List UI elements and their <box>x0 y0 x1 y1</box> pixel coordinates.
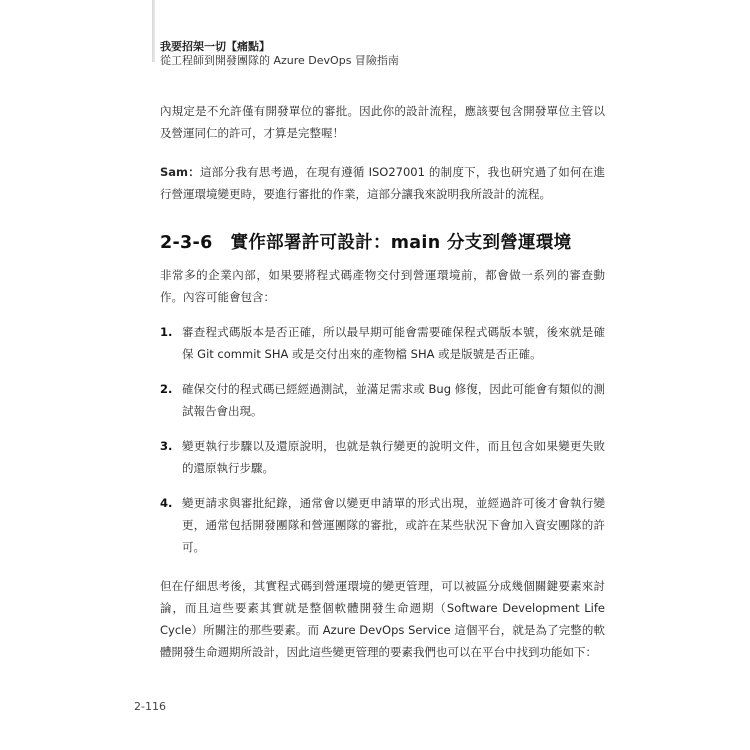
section-title: 實作部署許可設計：main 分支到營運環境 <box>230 233 572 253</box>
review-list <box>160 321 605 558</box>
book-title: 我要招架一切【痛點】 <box>160 40 270 53</box>
list-number: 1. <box>160 325 173 339</box>
page-number: 2-116 <box>134 700 166 713</box>
list-item <box>160 492 605 558</box>
speaker-label: Sam： <box>160 165 201 179</box>
paragraph-2 <box>160 161 605 205</box>
list-text: 確保交付的程式碼已經經過測試，並滿足需求或 Bug 修復，因此可能會有類似的測試報告會出現。 <box>182 382 605 418</box>
list-number: 3. <box>160 439 173 453</box>
page-spine-divider <box>152 0 155 62</box>
list-number: 2. <box>160 382 173 396</box>
running-header <box>160 40 600 68</box>
list-item <box>160 435 605 479</box>
list-number: 4. <box>160 496 173 510</box>
list-text: 變更請求與審批紀錄，通常會以變更申請單的形式出現，並經過許可後才會執行變更，通常包括開發團隊和營運團隊的審批，或許在某些狀況下會加入資安團隊的許可。 <box>182 496 605 554</box>
page-body <box>160 100 605 680</box>
intro-paragraph: 非常多的企業內部，如果要將程式碼產物交付到營運環境前，都會做一系列的審查動作。內容可能會包含： <box>160 268 605 304</box>
book-subtitle: 從工程師到開發團隊的 Azure DevOps 冒險指南 <box>160 54 399 67</box>
section-heading <box>160 231 605 255</box>
list-item <box>160 321 605 365</box>
paragraph-2-text: 這部分我有思考過，在現有遵循 ISO27001 的制度下，我也研究過了如何在進行營運環境變更時，要進行審批的作業，這部分讓我來說明我所設計的流程。 <box>160 165 605 201</box>
list-text: 審查程式碼版本是否正確，所以最早期可能會需要確保程式碼版本號，後來就是確保 Git commit SHA 或是交付出來的產物檔 SHA 或是版號是否正確。 <box>182 325 605 361</box>
paragraph-1: 內規定是不允許僅有開發單位的審批。因此你的設計流程，應該要包含開發單位主管以及營運同仁的許可，才算是完整喔！ <box>160 104 605 140</box>
section-number: 2-3-6 <box>160 233 213 253</box>
list-item <box>160 378 605 422</box>
closing-paragraph: 但在仔細思考後，其實程式碼到營運環境的變更管理，可以被區分成幾個關鍵要素來討論，而且這些要素其實就是整個軟體開發生命週期（Software Development Life Cycle）所關注的那些要素。而 Azure DevOps Service 這個平台，就是為了完整的軟體開發生命週期所設計，因此這些變更管理的要素我們也可以在平台中找到功能如下： <box>160 579 605 659</box>
list-text: 變更執行步驟以及還原說明，也就是執行變更的說明文件，而且包含如果變更失敗的還原執行步驟。 <box>182 439 605 475</box>
